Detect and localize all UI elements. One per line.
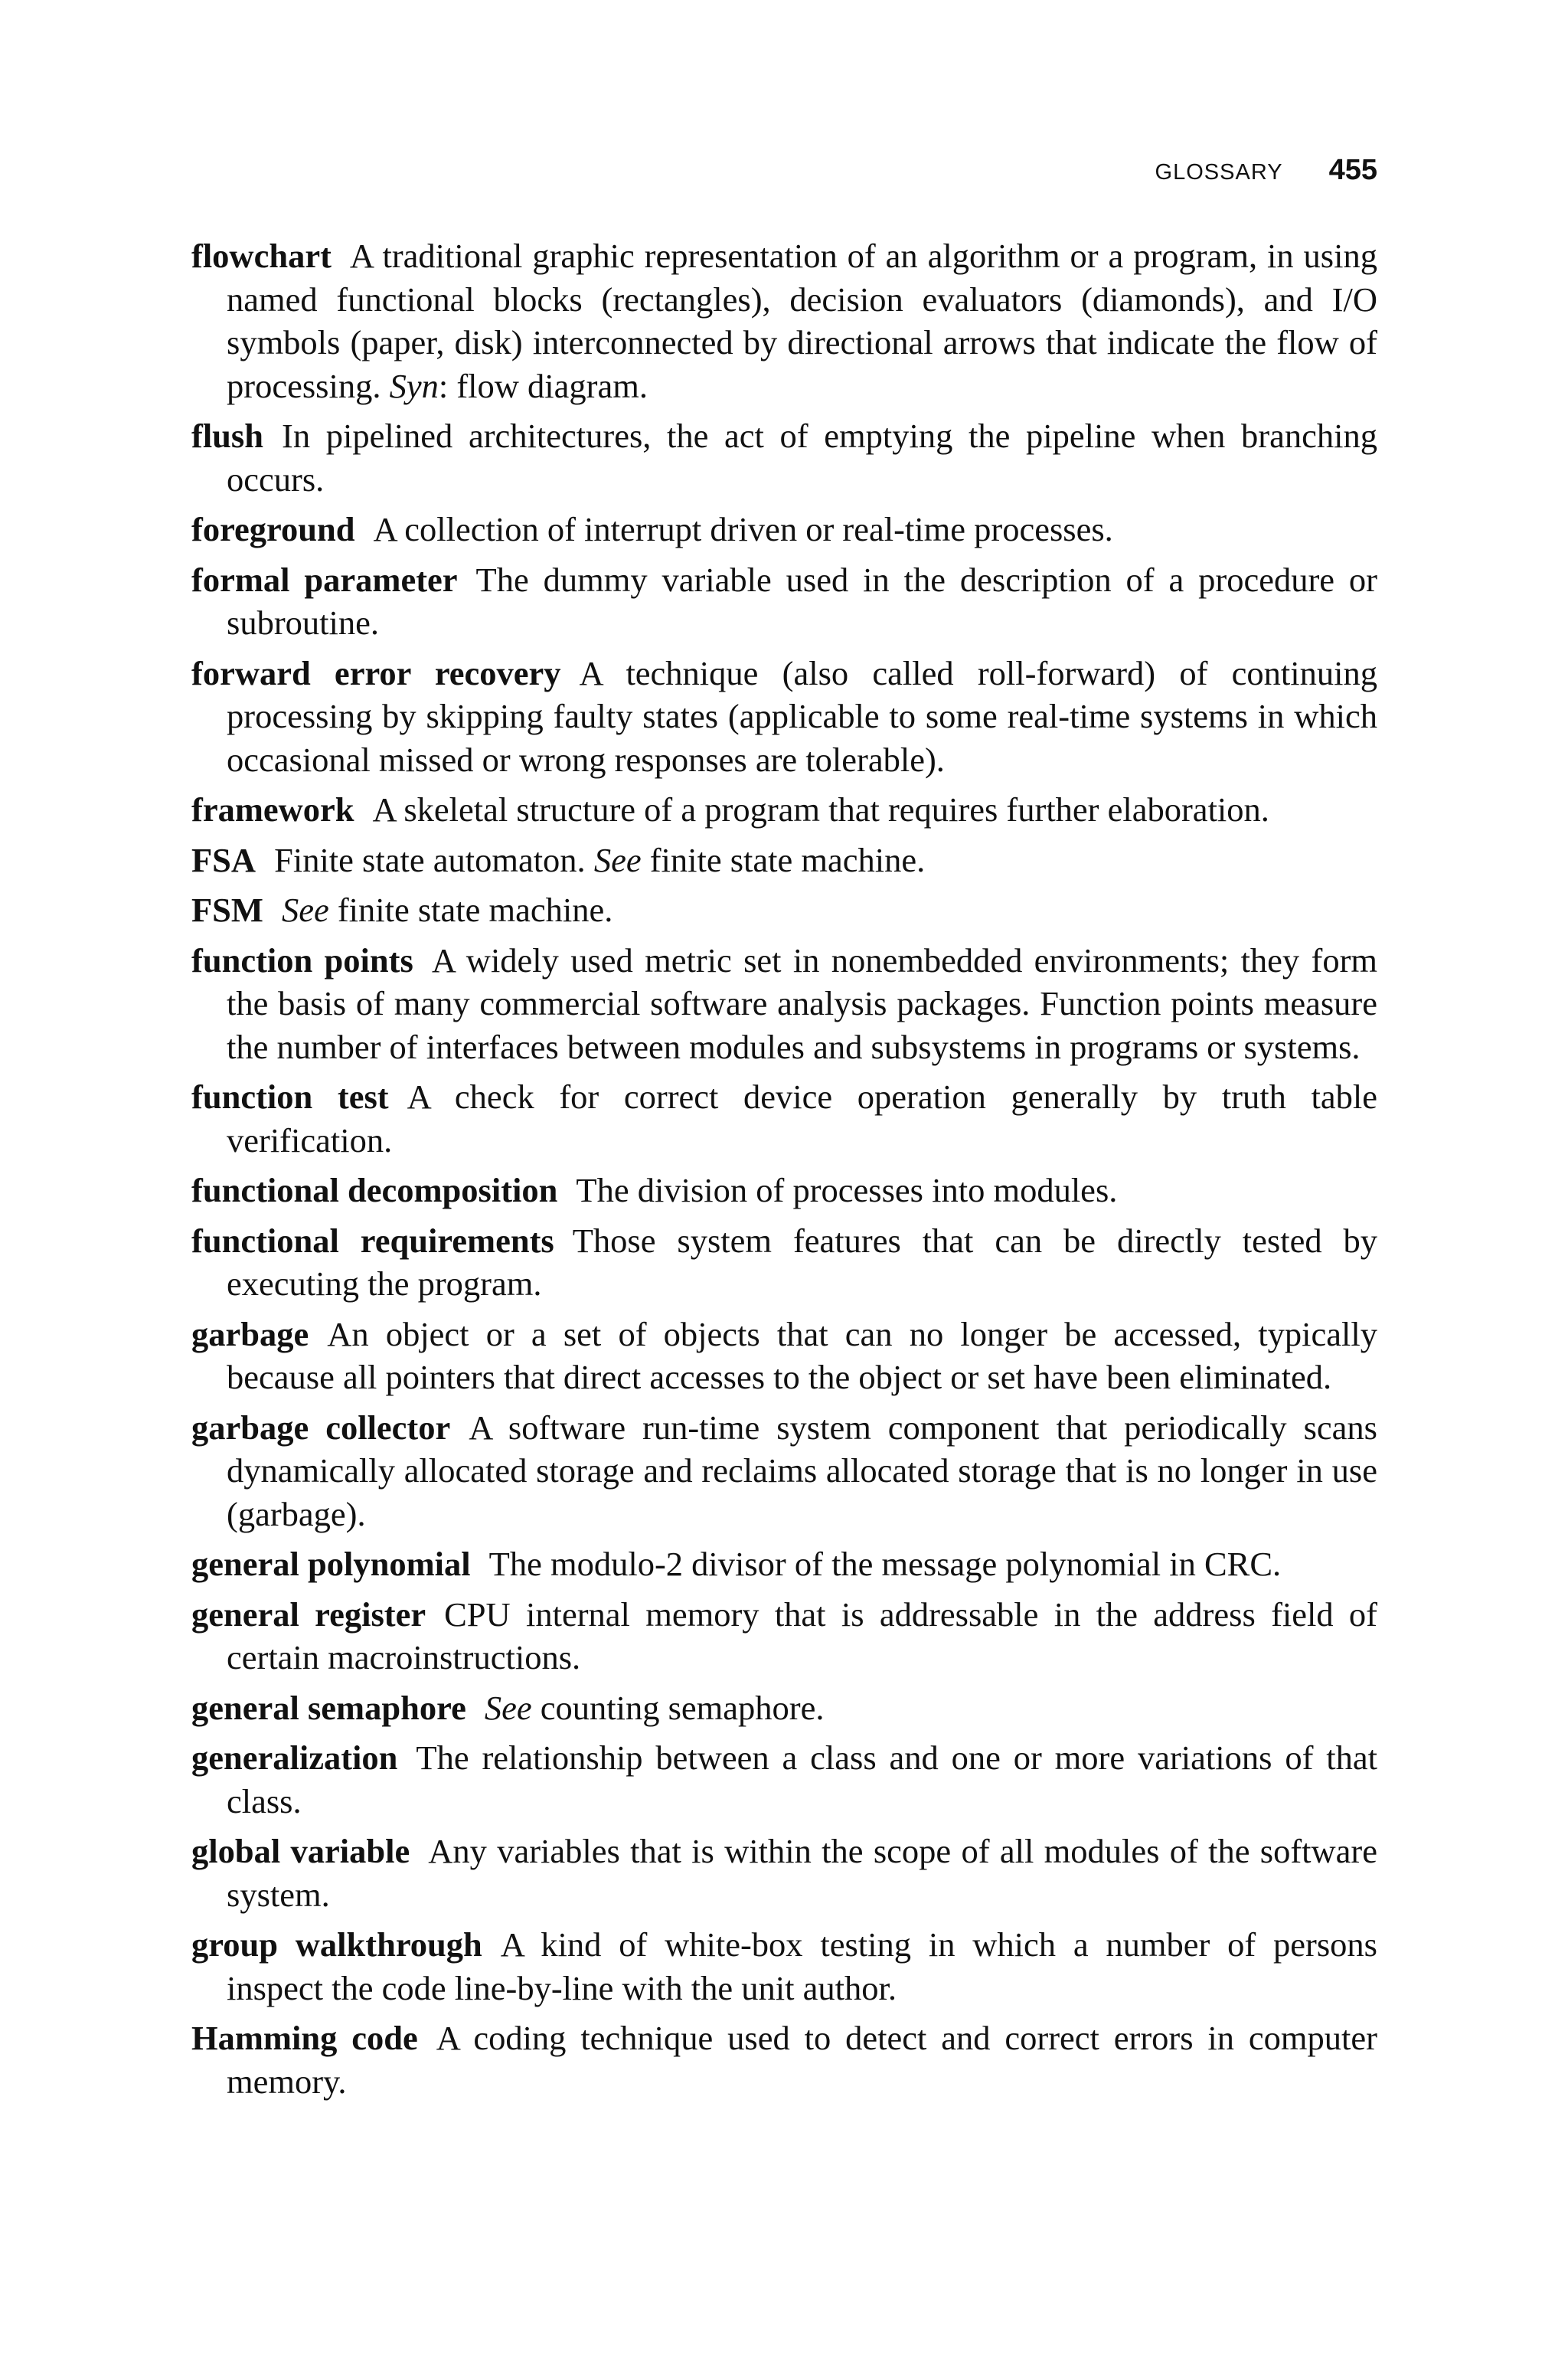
- glossary-definition: [227, 417, 1377, 499]
- definition-text: A coding technique used to detect and correct errors in computer memory.: [227, 2019, 1377, 2101]
- glossary-term: function test: [191, 1078, 389, 1116]
- glossary-entry: [191, 1923, 1377, 2010]
- glossary-entry: [191, 888, 1377, 932]
- glossary-entry: [191, 652, 1377, 782]
- definition-text: A collection of interrupt driven or real-time processes.: [373, 510, 1113, 548]
- glossary-term: group walkthrough: [191, 1925, 482, 1964]
- glossary-list: [191, 234, 1377, 2110]
- glossary-entry: [191, 839, 1377, 882]
- definition-text: A widely used metric set in nonembedded environments; they form the basis of many commercial software analysis packages. Function points measure the number of interfaces between modules and subsystems in programs or systems.: [227, 940, 1377, 1066]
- page-number: 455: [1328, 154, 1377, 186]
- glossary-entry: [191, 939, 1377, 1069]
- cross-reference-label: See: [281, 891, 329, 929]
- glossary-term: function points: [191, 940, 413, 980]
- glossary-entry: [191, 508, 1377, 551]
- glossary-entry: [191, 1542, 1377, 1586]
- glossary-term: general register: [191, 1594, 426, 1634]
- glossary-definition: [227, 237, 1377, 405]
- definition-text: A software run-time system component that periodically scans dynamically allocated storage and reclaims allocated storage that is no longer in use (garbage).: [227, 1408, 1377, 1533]
- cross-reference-label: Syn: [389, 366, 439, 405]
- definition-text: Those system features that can be directly tested by executing the program.: [227, 1221, 1377, 1303]
- definition-text: counting semaphore.: [531, 1688, 825, 1727]
- glossary-term: garbage: [191, 1314, 309, 1353]
- glossary-entry: [191, 1075, 1377, 1162]
- definition-text: An object or a set of objects that can no longer be accessed, typically because all pointers that direct accesses to the object or set have been eliminated.: [227, 1314, 1377, 1396]
- glossary-entry: [191, 558, 1377, 645]
- glossary-entry: [191, 1830, 1377, 1916]
- page-header: [1155, 154, 1377, 187]
- definition-text: A kind of white-box testing in which a number of persons inspect the code line-by-line with the unit author.: [227, 1925, 1377, 2007]
- definition-text: A technique (also called roll-forward) of continuing processing by skipping faulty states (applicable to some real-time systems in which occasional missed or wrong responses are tolerable).: [227, 653, 1377, 779]
- running-head: GLOSSARY: [1155, 160, 1283, 185]
- glossary-entry: [191, 1593, 1377, 1680]
- definition-text: : flow diagram.: [438, 366, 648, 405]
- glossary-definition: [227, 1078, 1377, 1159]
- glossary-definition: [282, 891, 612, 929]
- definition-text: Finite state automaton.: [274, 840, 594, 879]
- glossary-term: FSM: [191, 891, 263, 929]
- definition-text: CPU internal memory that is addressable in the address field of certain macroinstructions.: [227, 1594, 1377, 1676]
- glossary-entry: [191, 234, 1377, 407]
- glossary-entry: [191, 2016, 1377, 2103]
- definition-text: A check for correct device operation generally by truth table verification.: [227, 1078, 1377, 1159]
- definition-text: The dummy variable used in the description of a procedure or subroutine.: [227, 560, 1377, 642]
- glossary-term: foreground: [191, 510, 355, 548]
- glossary-term: functional requirements: [191, 1221, 554, 1260]
- definition-text: A traditional graphic representation of an algorithm or a program, in using named functional blocks (rectangles), decision evaluators (diamonds), and I/O symbols (paper, disk) interconnected by directional arrows that indicate the flow of processing.: [227, 237, 1377, 405]
- definition-text: A skeletal structure of a program that requires further elaboration.: [372, 790, 1269, 829]
- glossary-entry: [191, 1686, 1377, 1730]
- glossary-term: flush: [191, 417, 263, 455]
- glossary-entry: [191, 414, 1377, 501]
- definition-text: In pipelined architectures, the act of emptying the pipeline when branching occurs.: [227, 417, 1377, 499]
- glossary-term: global variable: [191, 1832, 410, 1870]
- glossary-definition: [227, 1315, 1377, 1397]
- definition-text: Any variables that is within the scope of all modules of the software system.: [227, 1832, 1377, 1914]
- definition-text: finite state machine.: [641, 840, 926, 879]
- glossary-term: generalization: [191, 1738, 398, 1777]
- definition-text: finite state machine.: [328, 891, 613, 929]
- glossary-term: garbage collector: [191, 1408, 451, 1447]
- glossary-term: formal parameter: [191, 560, 458, 599]
- glossary-term: functional decomposition: [191, 1171, 558, 1209]
- glossary-entry: [191, 1313, 1377, 1399]
- glossary-definition: [227, 1738, 1377, 1820]
- glossary-entry: [191, 1219, 1377, 1306]
- glossary-definition: [274, 841, 925, 879]
- definition-text: The modulo-2 divisor of the message polynomial in CRC.: [488, 1545, 1282, 1583]
- glossary-definition: [576, 1171, 1117, 1209]
- glossary-term: framework: [191, 790, 354, 829]
- cross-reference-label: See: [484, 1688, 532, 1727]
- glossary-definition: [373, 790, 1269, 829]
- glossary-entry: [191, 788, 1377, 832]
- glossary-entry: [191, 1736, 1377, 1823]
- glossary-definition: [373, 510, 1112, 548]
- glossary-term: FSA: [191, 840, 256, 879]
- glossary-term: general polynomial: [191, 1545, 471, 1583]
- glossary-entry: [191, 1169, 1377, 1212]
- glossary-term: Hamming code: [191, 2019, 418, 2057]
- glossary-definition: [489, 1545, 1282, 1583]
- definition-text: The relationship between a class and one or more variations of that class.: [227, 1738, 1377, 1820]
- glossary-term: forward error recovery: [191, 653, 561, 692]
- glossary-entry: [191, 1406, 1377, 1536]
- definition-text: The division of processes into modules.: [576, 1171, 1118, 1209]
- glossary-term: general semaphore: [191, 1688, 466, 1727]
- cross-reference-label: See: [593, 840, 642, 879]
- glossary-term: flowchart: [191, 237, 332, 275]
- glossary-definition: [485, 1689, 825, 1727]
